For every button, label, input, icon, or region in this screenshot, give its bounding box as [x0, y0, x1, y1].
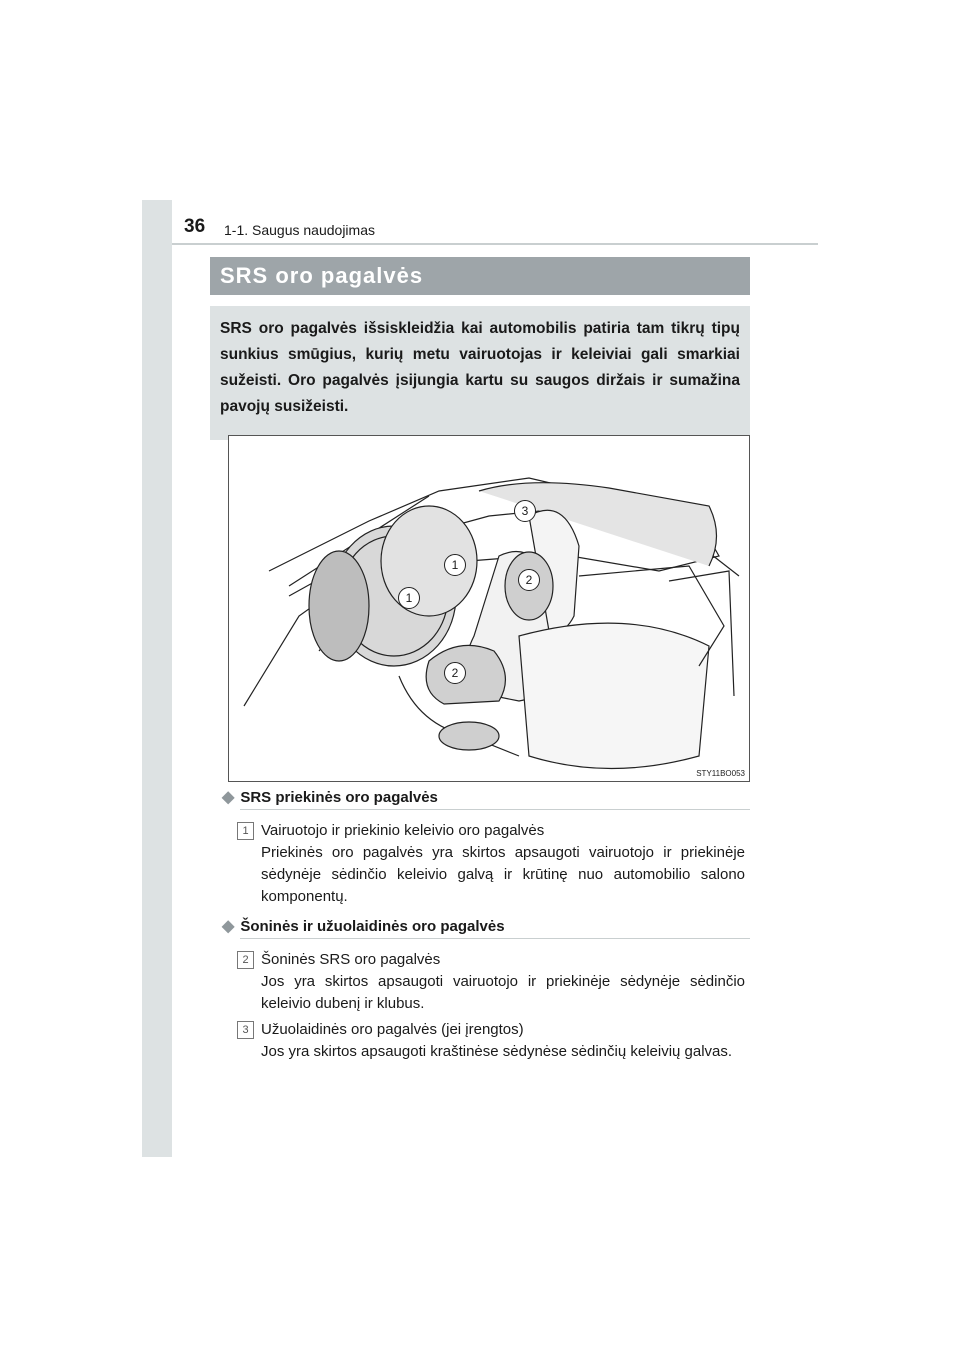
item-curtain-airbags [261, 1019, 745, 1063]
item-title: Užuolaidinės oro pagalvės (jei įrengtos) [261, 1021, 524, 1038]
intro-text: SRS oro pagalvės išsiskleidžia kai automobilis patiria tam tikrų tipų sunkius smūgius, kurių metu vairuotojas ir keleiviai gali smarkiai sužeisti. Oro pagalvės įsijungia kartu su saugos diržais ir sumažina pavojų susižeisti. [220, 320, 740, 415]
intro-box [210, 306, 750, 440]
airbag-illustration [228, 435, 750, 782]
callout-2-seat: 2 [518, 569, 540, 591]
item-number-badge: 3 [237, 1021, 254, 1039]
figure-code: STY11BO053 [696, 769, 745, 778]
subsection-divider [240, 938, 750, 939]
item-front-airbags [261, 820, 745, 908]
diamond-bullet-icon: ◆ [222, 789, 235, 806]
callout-1-passenger: 1 [444, 554, 466, 576]
item-number-badge: 1 [237, 822, 254, 840]
section-title: SRS oro pagalvės [210, 257, 750, 295]
side-tab-strip [142, 200, 172, 1157]
item-side-airbags [261, 949, 745, 1015]
item-text: Priekinės oro pagalvės yra skirtos apsaugoti vairuotojo ir priekinėje sėdynėje sėdinčio keleivio galvą ir krūtinę nuo automobilio salono komponentų. [261, 844, 745, 905]
item-number-badge: 2 [237, 951, 254, 969]
subsection-heading-side: ◆ Šoninės ir užuolaidinės oro pagalvės [222, 918, 505, 935]
callout-2-lower: 2 [444, 662, 466, 684]
chapter-title: 1-1. Saugus naudojimas [224, 222, 375, 238]
header-divider [172, 243, 818, 245]
car-interior-drawing [229, 436, 749, 781]
item-text: Jos yra skirtos apsaugoti vairuotojo ir priekinėje sėdynėje sėdinčio keleivio dubenį ir klubus. [261, 973, 745, 1012]
subsection-divider [240, 809, 750, 810]
page-number: 36 [184, 216, 206, 237]
diamond-bullet-icon: ◆ [222, 918, 235, 935]
item-title: Šoninės SRS oro pagalvės [261, 951, 441, 968]
callout-1-driver: 1 [398, 587, 420, 609]
subsection-heading-front: ◆ SRS priekinės oro pagalvės [222, 789, 438, 806]
item-text: Jos yra skirtos apsaugoti kraštinėse sėdynėse sėdinčių keleivių galvas. [261, 1043, 733, 1060]
callout-3: 3 [514, 500, 536, 522]
item-title: Vairuotojo ir priekinio keleivio oro pagalvės [261, 822, 545, 839]
